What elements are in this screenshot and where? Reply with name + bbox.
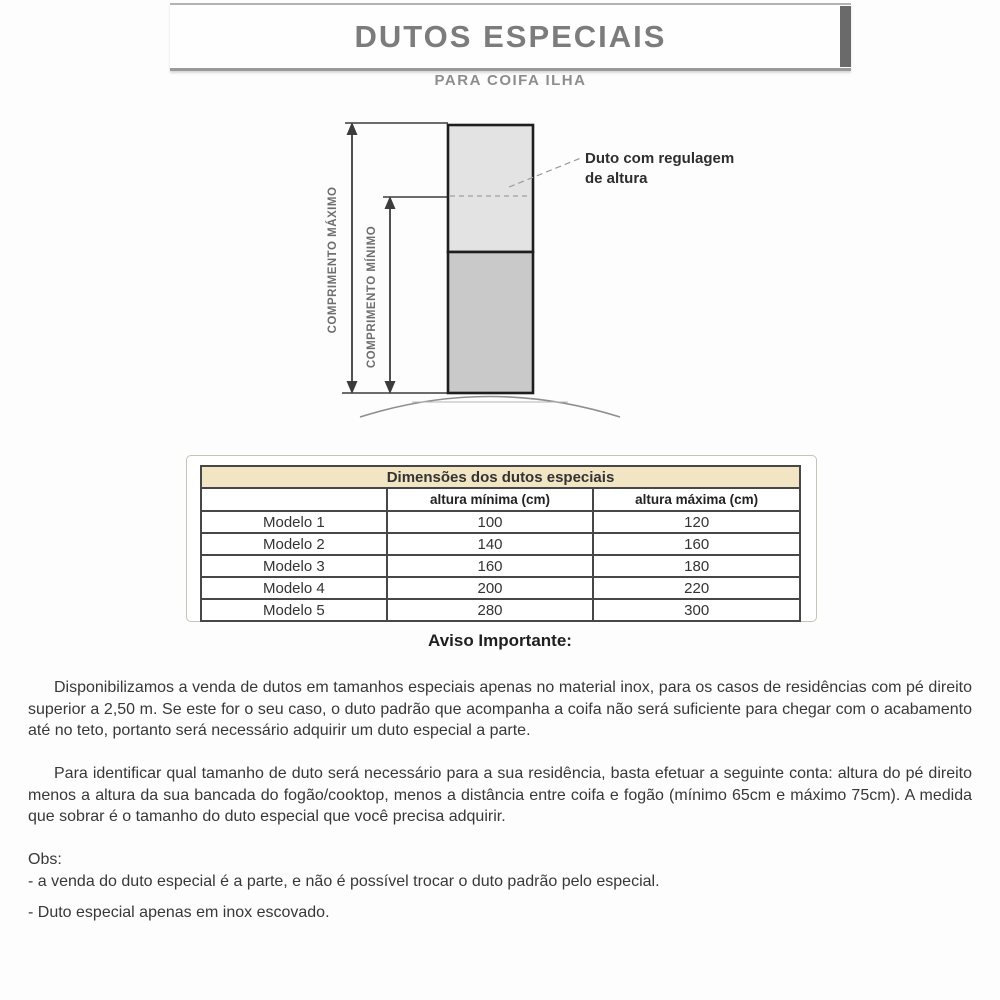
notice-paragraph-1: Disponibilizamos a venda de dutos em tamanhos especiais apenas no material inox, para os casos de residências com pé direito superior a 2,50 m. Se este for o seu caso, o duto padrão que acompanha a coifa não será suficiente para chegar com o acabamento até no teto, portanto será necessário adquirir um duto especial a parte. [28,679,972,739]
dimensions-table [200,465,801,622]
table-row [201,577,800,599]
table-title: Dimensões dos dutos especiais [201,466,800,488]
notice-paragraph-2: Para identificar qual tamanho de duto será necessário para a sua residência, basta efetuar a seguinte conta: altura do pé direito menos a altura da sua bancada do fogão/cooktop, menos a distância entre coifa e fogão (mínimo 65cm e máximo 75cm). A medida que sobrar é o tamanho do duto especial que você precisa adquirir. [28,765,972,825]
obs-item-1: - a venda do duto especial é a parte, e não é possível trocar o duto padrão pelo especial. [28,872,660,890]
cell-min: 140 [387,533,594,555]
page-subtitle: PARA COIFA ILHA [434,72,587,89]
duct-lower-section [448,252,533,393]
page-title: DUTOS ESPECIAIS [354,19,667,54]
arrowhead-icon [347,381,358,394]
table-row [201,599,800,621]
hood-curve [360,397,620,418]
cell-model: Modelo 2 [201,533,387,555]
arrowhead-icon [385,196,396,209]
obs-label: Obs: [28,851,62,868]
callout-line1: Duto com regulagem [585,150,735,167]
obs-item-2: - Duto especial apenas em inox escovado. [28,904,330,921]
min-length-label: COMPRIMENTO MÍNIMO [366,225,378,369]
important-notice-heading: Aviso Importante: [428,631,572,650]
cell-max: 300 [593,599,800,621]
header-max-height: altura máxima (cm) [593,488,800,511]
header-empty [201,488,387,511]
cell-max: 120 [593,511,800,533]
table-row [201,555,800,577]
table-header-row [201,488,800,511]
cell-min: 160 [387,555,594,577]
cell-model: Modelo 1 [201,511,387,533]
duct-upper-section [448,125,533,252]
cell-max: 180 [593,555,800,577]
header-min-height: altura mínima (cm) [387,488,594,511]
dimensions-panel [186,455,817,622]
cell-min: 100 [387,511,594,533]
callout-line2: de altura [585,170,648,187]
cell-model: Modelo 4 [201,577,387,599]
cell-max: 160 [593,533,800,555]
table-row [201,511,800,533]
table-title-row [201,466,800,488]
observations-block [28,849,972,924]
band-right-bar [840,6,851,67]
max-length-label: COMPRIMENTO MÁXIMO [327,186,339,334]
arrowhead-icon [347,122,358,135]
duct-diagram [300,110,820,440]
table-row [201,533,800,555]
cell-model: Modelo 5 [201,599,387,621]
title-band [170,3,851,71]
cell-min: 280 [387,599,594,621]
cell-min: 200 [387,577,594,599]
cell-max: 220 [593,577,800,599]
cell-model: Modelo 3 [201,555,387,577]
arrowhead-icon [385,381,396,394]
